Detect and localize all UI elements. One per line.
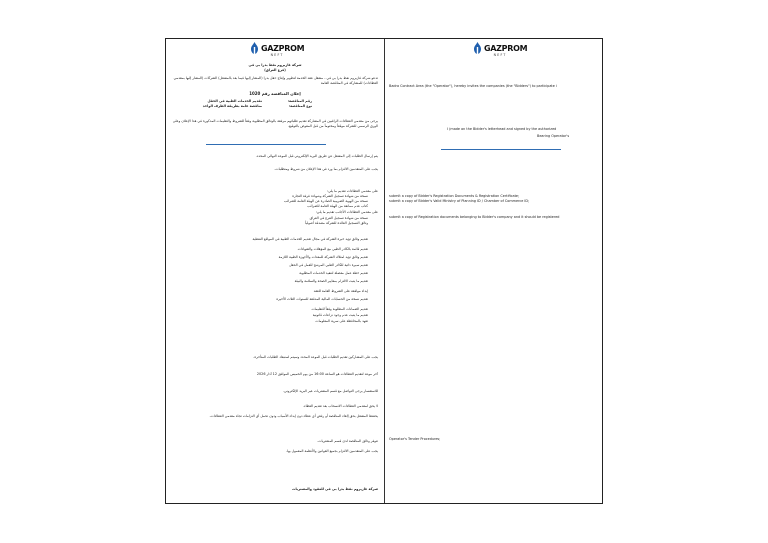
condition-item: تقديم وثائق تؤيد امتلاك الشركة للمعدات والأجهزة الطبية اللازمة — [278, 255, 368, 259]
laws-note: يجب على المتقدمين الالتزام بجميع القوانين والأنظمة المعمول بها. — [285, 449, 378, 453]
column-divider — [384, 39, 385, 503]
compliance-paragraph: يجب على المتقدمين الالتزام بما ورد في هذا الإعلان من شروط ومتطلبات. — [274, 167, 378, 171]
notice-number: إعلان المناقصة رقم 1020 — [249, 91, 301, 96]
condition-item: تقديم خطة عمل مفصلة لتنفيذ الخدمات المطلوبة — [299, 271, 368, 275]
gazprom-logo — [250, 42, 304, 57]
condition-item: تقديم ما يثبت عدم وجود نزاعات قانونية — [312, 313, 368, 317]
foreign-requirements-title: على مقدمي العطاءات الأجانب تقديم ما يلي: — [315, 210, 378, 214]
condition-item: تقديم قائمة بالكادر الطبي مع المؤهلات والشهادات — [297, 247, 368, 251]
inquiry-note: للاستفسار يرجى التواصل مع قسم المشتريات عبر البريد الإلكتروني. — [282, 389, 378, 393]
gazprom-logo-en — [473, 42, 527, 57]
requirement-item: كتاب عدم ممانعة من الهيئة العامة للضرائب — [307, 204, 368, 208]
requirements-title: على مقدمي العطاءات تقديم ما يلي: — [327, 189, 378, 193]
foreign-requirement-item: وثائق التسجيل العائدة للشركة مصدقة أصولياً — [305, 221, 368, 225]
branch-name: (فرع العراق) — [264, 68, 286, 72]
logo-tagline: NEFT — [270, 53, 284, 57]
tender-number-label: رقم المناقصة: — [287, 99, 312, 103]
planning-id-line: submit a copy of Bidder's Valid Ministry of Planning ID / Chamber of Commerce ID; — [389, 199, 530, 203]
intro-paragraph: تدعو شركة غازبروم نفط بدرا بي في - مشغل عقد الخدمة لتطوير وإنتاج حقل بدرا (المشار إليها فيما بعد بالمشغل) الشركات (المشار إليها بمقدمي العطاءات) للمشاركة في المناقصة العامة — [173, 76, 378, 85]
letterhead-line: I (made on the Bidder's letterhead and signed by the authorized — [447, 127, 557, 131]
tender-method: مناقصة عامة بطريقة الظرف الواحد — [202, 104, 262, 108]
separator-rule — [206, 144, 326, 145]
arabic-column — [168, 39, 382, 503]
condition-item: تقديم ما يثبت الالتزام بمعايير الصحة والسلامة والبيئة — [294, 279, 368, 283]
cancellation-note: يحتفظ المشغل بحق إلغاء المناقصة أو رفض أي عطاء دون إبداء الأسباب ودون تحمل أي التزامات تجاه مقدمي العطاءات. — [209, 414, 378, 418]
condition-item: تقديم سيرة ذاتية للكادر الطبي المرشح للعمل في الحقل — [289, 263, 368, 267]
withdrawal-note: لا يحق لمقدمي العطاءات الانسحاب بعد تقديم العطاء. — [302, 404, 378, 408]
condition-item: تقديم الضمانات المطلوبة وفقاً للتعليمات — [311, 307, 368, 311]
invitation-line: Badra Contract Area (the "Operator"), hereby invites the companies (the "Bidders") to participate i — [389, 84, 557, 88]
tender-procedures-line: Operator's Tender Procedures; — [389, 437, 441, 441]
logo-tagline: NEFT — [493, 53, 507, 57]
condition-item: إبداء موافقة على الشروط العامة للعقد — [313, 289, 368, 293]
registration-docs-line: submit a copy of Bidder's Registration Documents & Registration Certificate; — [389, 194, 520, 198]
english-column — [387, 39, 601, 503]
separator-rule-en — [441, 149, 561, 150]
late-submission-note: يجب على المشاركين تقديم الطلبات قبل الموعد المحدد وسيتم استبعاد الطلبات المتأخرة. — [253, 355, 378, 359]
email-paragraph: يتم إرسال الطلبات إلى المشغل عن طريق البريد الإلكتروني قبل الموعد النهائي المحدد. — [255, 154, 378, 158]
tender-type-label: نوع المناقصة: — [288, 104, 312, 108]
logo-brand: GAZPROM — [484, 43, 528, 53]
documents-note: تتوفر وثائق المناقصة لدى قسم المشتريات. — [317, 439, 378, 443]
requirement-item: نسخة من شهادة تسجيل الشركة وشهادة غرفة التجارة — [292, 194, 368, 198]
bearing-line: Bearing Operator's — [537, 134, 570, 138]
document-sheet — [165, 38, 603, 504]
flame-icon — [250, 42, 259, 54]
flame-icon — [473, 42, 482, 54]
deadline-note: آخر موعد لتقديم العطاءات هو الساعة 16:00 من يوم الخميس الموافق 12 آذار 2026 — [256, 372, 378, 376]
footer-text: شركة غازبروم نفط بدرا بي في للعقود والمشتريات — [292, 487, 378, 491]
condition-item: تقديم وثائق تؤيد خبرة الشركة في مجال تقديم الخدمات الطبية في المواقع النفطية — [252, 237, 368, 241]
company-name: شركة غازبروم نفط بدرا بي في — [248, 63, 302, 67]
requirement-item: نسخة من الهوية الضريبية الصادرة عن الهيئة العامة للضرائب — [284, 199, 368, 203]
logo-brand: GAZPROM — [261, 43, 305, 53]
foreign-requirement-item: نسخة من شهادة تسجيل الفرع في العراق — [309, 216, 368, 220]
tender-title: تقديم الخدمات الطبية في الحقل — [207, 99, 262, 103]
condition-item: تقديم نسخة من الحسابات المالية المدققة للسنوات الثلاث الأخيرة — [276, 297, 368, 301]
submission-paragraph: يرجى من مقدمي العطاءات الراغبين في المشاركة تقديم طلباتهم مرفقة بالوثائق المطلوبة وفقاً للشروط والتعليمات المذكورة في هذا الإعلان وعلى الورق الرسمي للشركة موقعاً ومختوماً من قبل المفوض بالتوقيع. — [172, 119, 378, 128]
condition-item: تعهد بالمحافظة على سرية المعلومات — [315, 319, 368, 323]
company-registration-line: submit a copy of Registration documents belonging to Bidder's company and it should be registered — [389, 215, 560, 219]
